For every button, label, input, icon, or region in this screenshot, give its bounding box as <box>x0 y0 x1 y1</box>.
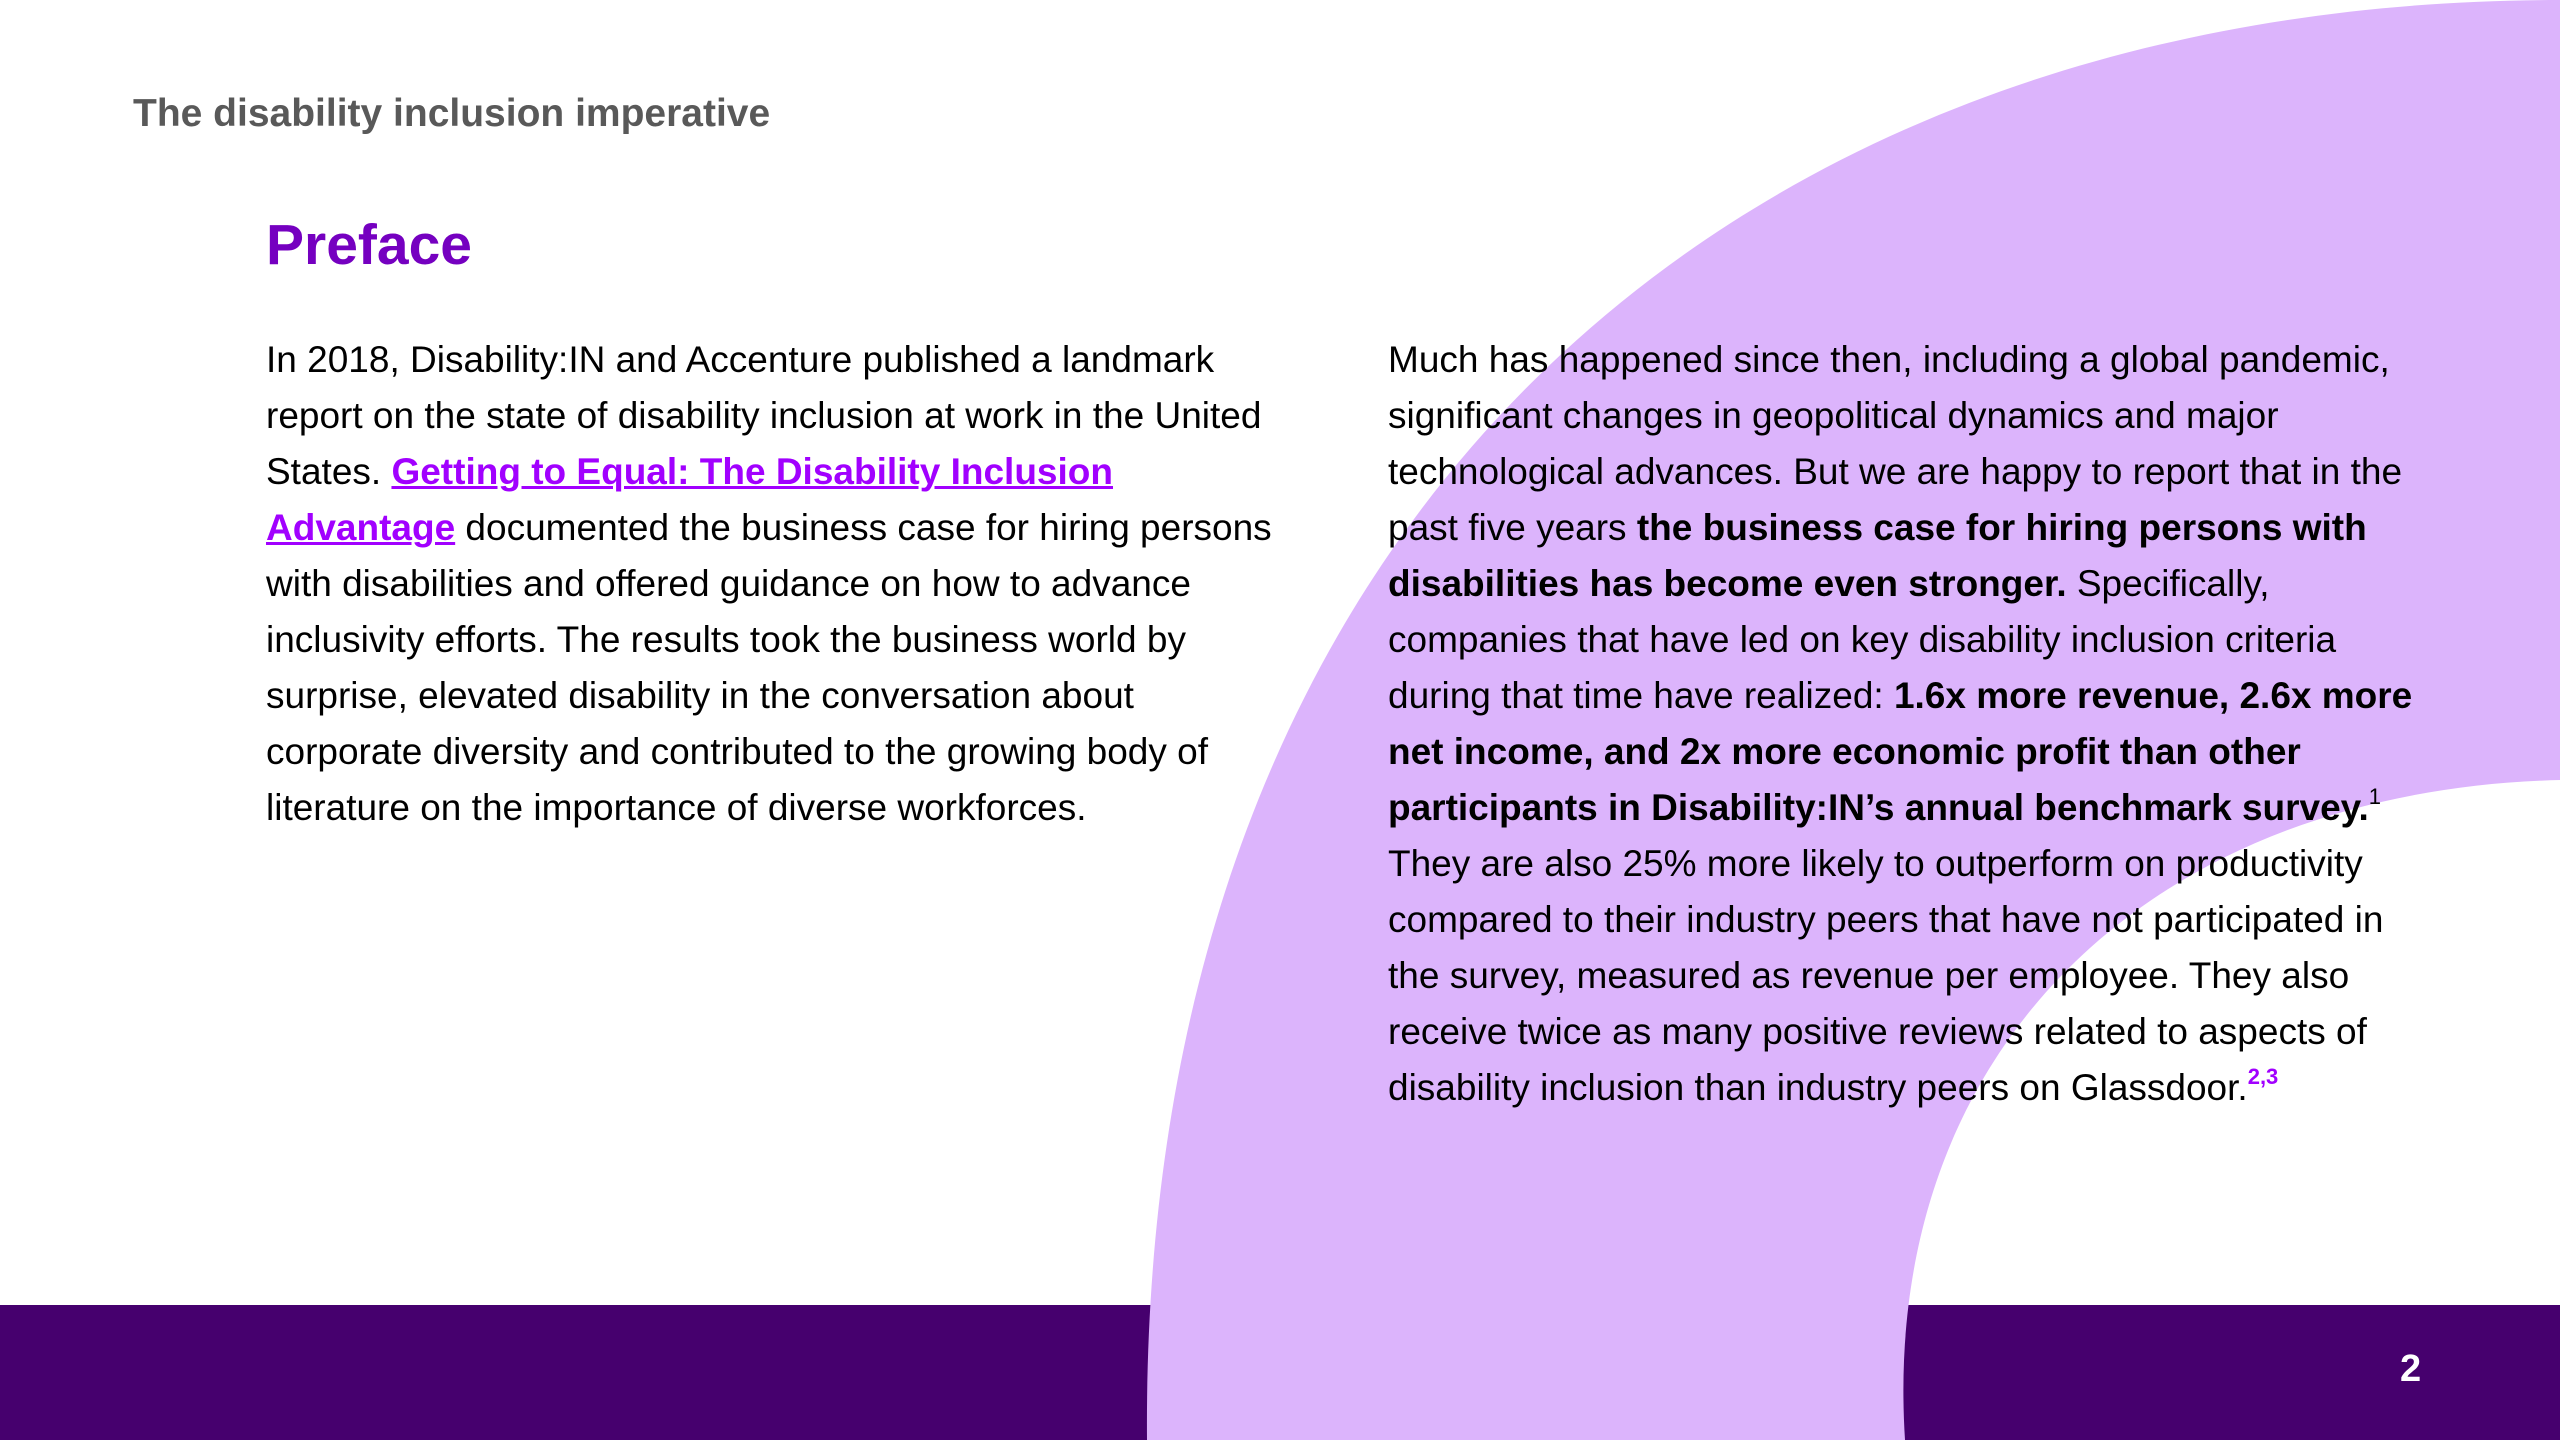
right-text-3: They are also 25% more likely to outperform on productivity compared to their industry peers that have not participated in the survey, measured as revenue per employee. They also receive twice as many positive reviews related to aspects of disability inclusion than industry peers on Glassdoor. <box>1388 843 2384 1108</box>
footnote-1: 1 <box>2368 784 2382 809</box>
right-bold-1: the business case for hiring persons with disabilities has become even stronger. <box>1388 507 2367 604</box>
report-link[interactable]: Getting to Equal: The Disability Inclusion Advantage <box>266 451 1113 548</box>
preface-heading: Preface <box>266 213 472 277</box>
right-text-2: Specifically, companies that have led on key disability inclusion criteria during that time have realized: <box>1388 563 2337 716</box>
left-text-2: documented the business case for hiring persons with disabilities and offered guidance on how to advance inclusivity efforts. The results took the business world by surprise, elevated disability in the conversation about corporate diversity and contributed to the growing body of literature on the importance of diverse workforces. <box>266 507 1272 828</box>
right-bold-2: 1.6x more revenue, 2.6x more net income, and 2x more economic profit than other participants in Disability:IN’s annual benchmark survey. <box>1388 675 2413 828</box>
left-text-1: In 2018, Disability:IN and Accenture published a landmark report on the state of disability inclusion at work in the United States. <box>266 339 1262 492</box>
left-paragraph <box>266 332 1296 836</box>
footnote-2-3: 2,3 <box>2247 1064 2279 1089</box>
right-text-1: Much has happened since then, including a global pandemic, significant changes in geopolitical dynamics and major technological advances. But we are happy to report that in the past five years <box>1388 339 2403 548</box>
right-paragraph <box>1388 332 2438 1116</box>
document-section-title: The disability inclusion imperative <box>133 92 771 135</box>
page-number: 2 <box>2400 1348 2422 1390</box>
